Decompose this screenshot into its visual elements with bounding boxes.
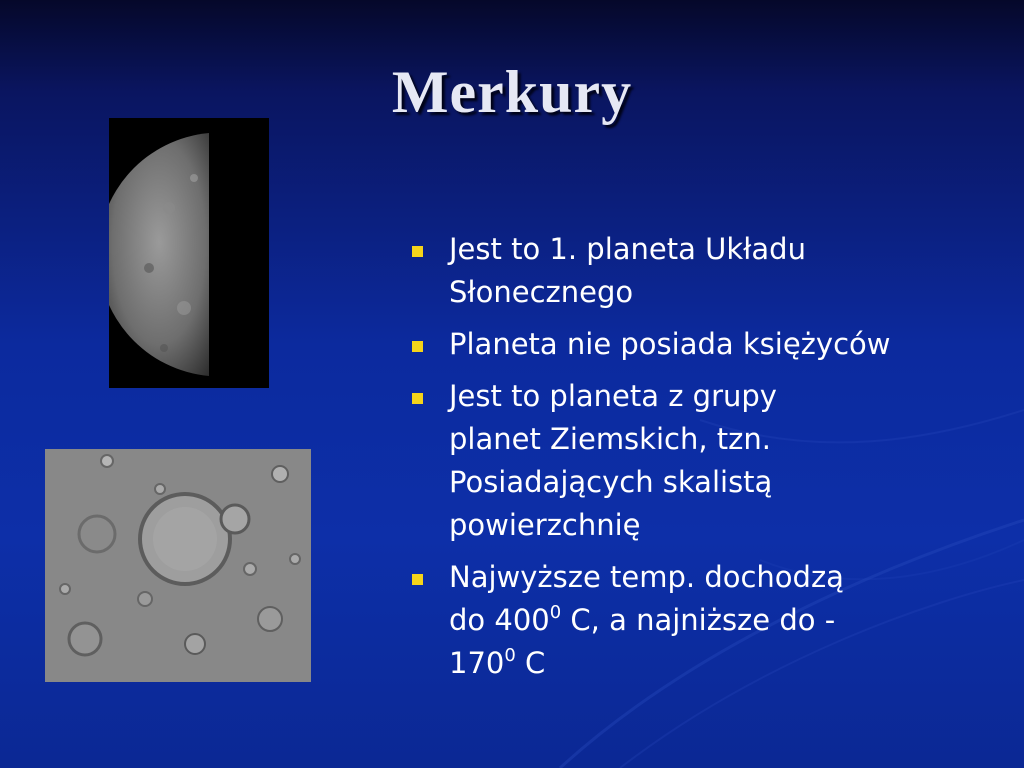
mercury-phase-image xyxy=(109,118,269,388)
bullet-square-icon xyxy=(412,574,423,585)
bullet-text: Najwyższe temp. dochodzą do $400^0$ C, a najniższe do - $170^0$ C xyxy=(449,560,844,680)
bullet-item xyxy=(412,323,1012,366)
bullet-square-icon xyxy=(412,246,423,257)
bullet-square-icon xyxy=(412,393,423,404)
bullet-text: Jest to 1. planeta Układu Słonecznego xyxy=(449,232,806,309)
bullet-item xyxy=(412,228,1012,314)
bullet-square-icon xyxy=(412,341,423,352)
bullet-list xyxy=(412,228,1012,694)
bullet-item xyxy=(412,556,1012,685)
mercury-surface-image xyxy=(45,449,311,682)
bullet-item xyxy=(412,375,1012,547)
slide-title: Merkury xyxy=(391,59,633,125)
bullet-text: Planeta nie posiada księżyców xyxy=(449,327,891,361)
bullet-text: Jest to planeta z grupy planet Ziemskich, tzn. Posiadających skalistą powierzchnię xyxy=(449,379,777,542)
